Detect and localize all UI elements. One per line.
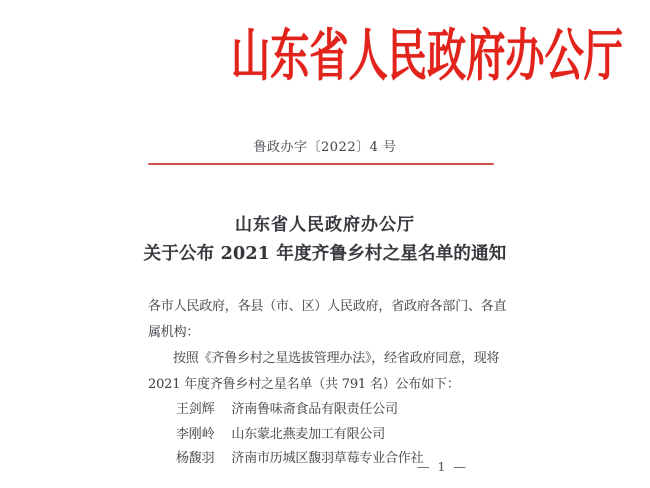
recipients-line1: 各市人民政府，各县（市、区）人民政府，省政府各部门、各直: [148, 299, 507, 314]
page-number: — 1 —: [417, 459, 468, 474]
awardee-organization: 山东蒙北燕麦加工有限公司: [231, 427, 386, 442]
intro-line1: 按照《齐鲁乡村之星选拔管理办法》，经省政府同意，现将: [173, 351, 500, 366]
awardee-name: 杨馥羽: [176, 451, 215, 466]
document-number: 鲁政办字〔2022〕4 号: [253, 140, 397, 155]
awardee-organization: 济南鲁味斋食品有限责任公司: [231, 402, 398, 417]
red-divider: [148, 163, 494, 165]
awardee-row: [176, 447, 423, 466]
awardee-name: 李刚岭: [176, 427, 215, 442]
masthead: [147, 23, 623, 89]
awardee-row: [176, 398, 398, 417]
notice-title-line2: 关于公布 2021 年度齐鲁乡村之星名单的通知: [143, 244, 507, 264]
awardee-row: [176, 423, 385, 442]
notice-title-line1: 山东省人民政府办公厅: [235, 215, 415, 235]
awardee-name: 王剑辉: [176, 402, 215, 417]
masthead-title: 山东省人民政府办公厅: [231, 23, 623, 89]
awardee-organization: 济南市历城区馥羽草莓专业合作社: [231, 451, 424, 466]
recipients-line2: 属机构：: [148, 325, 200, 340]
intro-line2: 2021 年度齐鲁乡村之星名单（共 791 名）公布如下：: [148, 377, 460, 392]
